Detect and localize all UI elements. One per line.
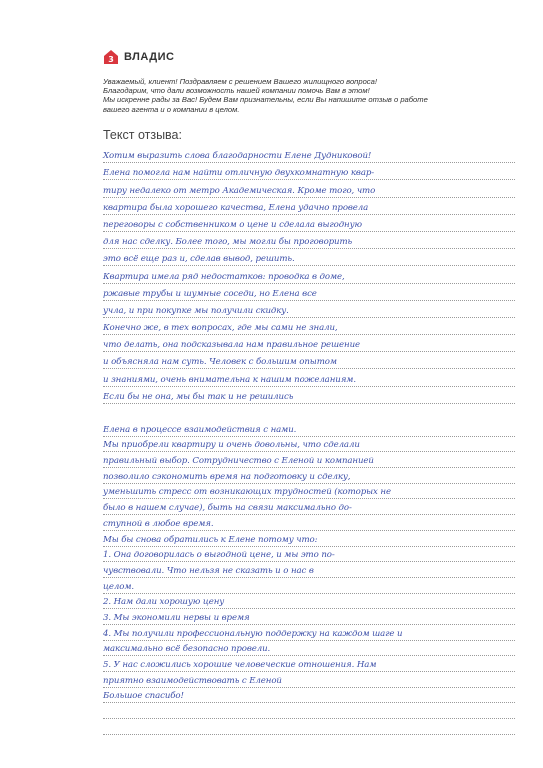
thanks-text: Благодарим, что дали возможность нашей компании помочь Вам в этом! bbox=[103, 86, 370, 96]
handwritten-text: учла, и при покупке мы получили скидку. bbox=[103, 305, 289, 316]
handwritten-text: максимально всё безопасно провели. bbox=[103, 644, 271, 655]
brand-header bbox=[103, 49, 174, 65]
handwritten-text: Елена в процессе взаимодействия с нами. bbox=[103, 424, 297, 435]
review-line bbox=[103, 594, 515, 610]
svg-text:3: 3 bbox=[108, 55, 114, 64]
review-line bbox=[103, 484, 515, 500]
review-line bbox=[103, 703, 515, 719]
handwritten-text: Квартира имела ряд недостатков: проводка в доме, bbox=[103, 271, 345, 282]
handwritten-text: что делать, она подсказывала нам правильное решение bbox=[103, 340, 361, 351]
handwritten-text: приятно взаимодействовать с Еленой bbox=[103, 675, 282, 686]
review-line bbox=[103, 437, 515, 453]
review-line bbox=[103, 318, 515, 335]
review-line bbox=[103, 369, 515, 386]
review-line bbox=[103, 515, 515, 531]
handwritten-text: квартира была хорошего качества, Елена удачно провела bbox=[103, 202, 369, 213]
house-logo-icon bbox=[103, 49, 119, 65]
handwritten-text: Конечно же, в тех вопросах, где мы сами не знали, bbox=[103, 323, 338, 334]
review-line bbox=[103, 163, 515, 180]
handwritten-text: целом. bbox=[103, 581, 134, 592]
review-line bbox=[103, 421, 515, 437]
review-line bbox=[103, 547, 515, 563]
handwritten-text: переговоры с собственником о цене и сделала выгодную bbox=[103, 219, 362, 230]
review-line bbox=[103, 249, 515, 266]
review-line bbox=[103, 578, 515, 594]
review-lines-block-1 bbox=[103, 146, 515, 404]
review-lines-block-2 bbox=[103, 421, 515, 735]
handwritten-text: 3. Мы экономили нервы и время bbox=[103, 612, 250, 623]
handwritten-text: и объясняла нам суть. Человек с большим опытом bbox=[103, 357, 337, 368]
handwritten-text: уменьшить стресс от возникающих трудностей (которых не bbox=[103, 487, 391, 498]
review-line bbox=[103, 672, 515, 688]
review-line bbox=[103, 531, 515, 547]
handwritten-text: для нас сделку. Более того, мы могли бы проговорить bbox=[103, 237, 353, 248]
review-line bbox=[103, 284, 515, 301]
review-line bbox=[103, 232, 515, 249]
brand-name: ВЛАДИС bbox=[124, 51, 175, 63]
handwritten-text: Хотим выразить слова благодарности Елене Дудниковой! bbox=[103, 151, 372, 162]
request-text-line1: Мы искренне рады за Вас! Будем Вам признательны, если Вы напишите отзыв о работе bbox=[103, 95, 428, 105]
review-line bbox=[103, 335, 515, 352]
handwritten-text: 5. У нас сложились хорошие человеческие отношения. Нам bbox=[103, 660, 377, 670]
review-title: Текст отзыва: bbox=[103, 128, 182, 142]
handwritten-text: Большое спасибо! bbox=[103, 691, 184, 702]
review-line bbox=[103, 198, 515, 215]
handwritten-text: Мы приобрели квартиру и очень довольны, что сделали bbox=[103, 440, 360, 451]
request-text-line2: вашего агента и о компании в целом. bbox=[103, 104, 240, 114]
review-line bbox=[103, 266, 515, 283]
handwritten-text: позволило сэкономить время на подготовку и сделку, bbox=[103, 471, 351, 482]
handwritten-text: было в нашем случае), быть на связи максимально до- bbox=[103, 503, 352, 514]
handwritten-text: это всё еще раз и, сделав вывод, решить. bbox=[103, 254, 295, 265]
handwritten-text: ступной в любое время. bbox=[103, 518, 214, 529]
review-line bbox=[103, 656, 515, 672]
review-line bbox=[103, 215, 515, 232]
review-line bbox=[103, 452, 515, 468]
handwritten-text: ржавые трубы и шумные соседи, но Елена все bbox=[103, 288, 317, 299]
review-line bbox=[103, 641, 515, 657]
handwritten-text: правильный выбор. Сотрудничество с Еленой и компанией bbox=[103, 456, 374, 467]
review-line bbox=[103, 301, 515, 318]
review-line bbox=[103, 562, 515, 578]
greeting-text: Уважаемый, клиент! Поздравляем с решением Вашего жилищного вопроса! bbox=[103, 77, 377, 86]
review-line bbox=[103, 609, 515, 625]
review-line bbox=[103, 719, 515, 735]
review-line bbox=[103, 180, 515, 197]
intro-text bbox=[103, 77, 463, 114]
handwritten-text: 2. Нам дали хорошую цену bbox=[103, 597, 225, 608]
handwritten-text: чувствовали. Что нельзя не сказать и о нас в bbox=[103, 565, 314, 576]
handwritten-text: 1. Она договорилась о выгодной цене, и мы это по- bbox=[103, 550, 335, 561]
review-line bbox=[103, 352, 515, 369]
review-line bbox=[103, 387, 515, 404]
review-line bbox=[103, 688, 515, 704]
review-line bbox=[103, 468, 515, 484]
handwritten-text: Мы бы снова обратились к Елене потому что: bbox=[103, 534, 318, 545]
handwritten-text: тиру недалеко от метро Академическая. Кроме того, что bbox=[103, 185, 376, 196]
handwritten-text: Если бы не она, мы бы так и не решились bbox=[103, 391, 294, 402]
handwritten-text: Елена помогла нам найти отличную двухкомнатную квар- bbox=[103, 168, 375, 179]
handwritten-text: 4. Мы получили профессиональную поддержку на каждом шаге и bbox=[103, 628, 403, 639]
review-line bbox=[103, 499, 515, 515]
review-line bbox=[103, 625, 515, 641]
review-line bbox=[103, 146, 515, 163]
handwritten-text: и знаниями, очень внимательна к нашим пожеланиям. bbox=[103, 374, 356, 385]
